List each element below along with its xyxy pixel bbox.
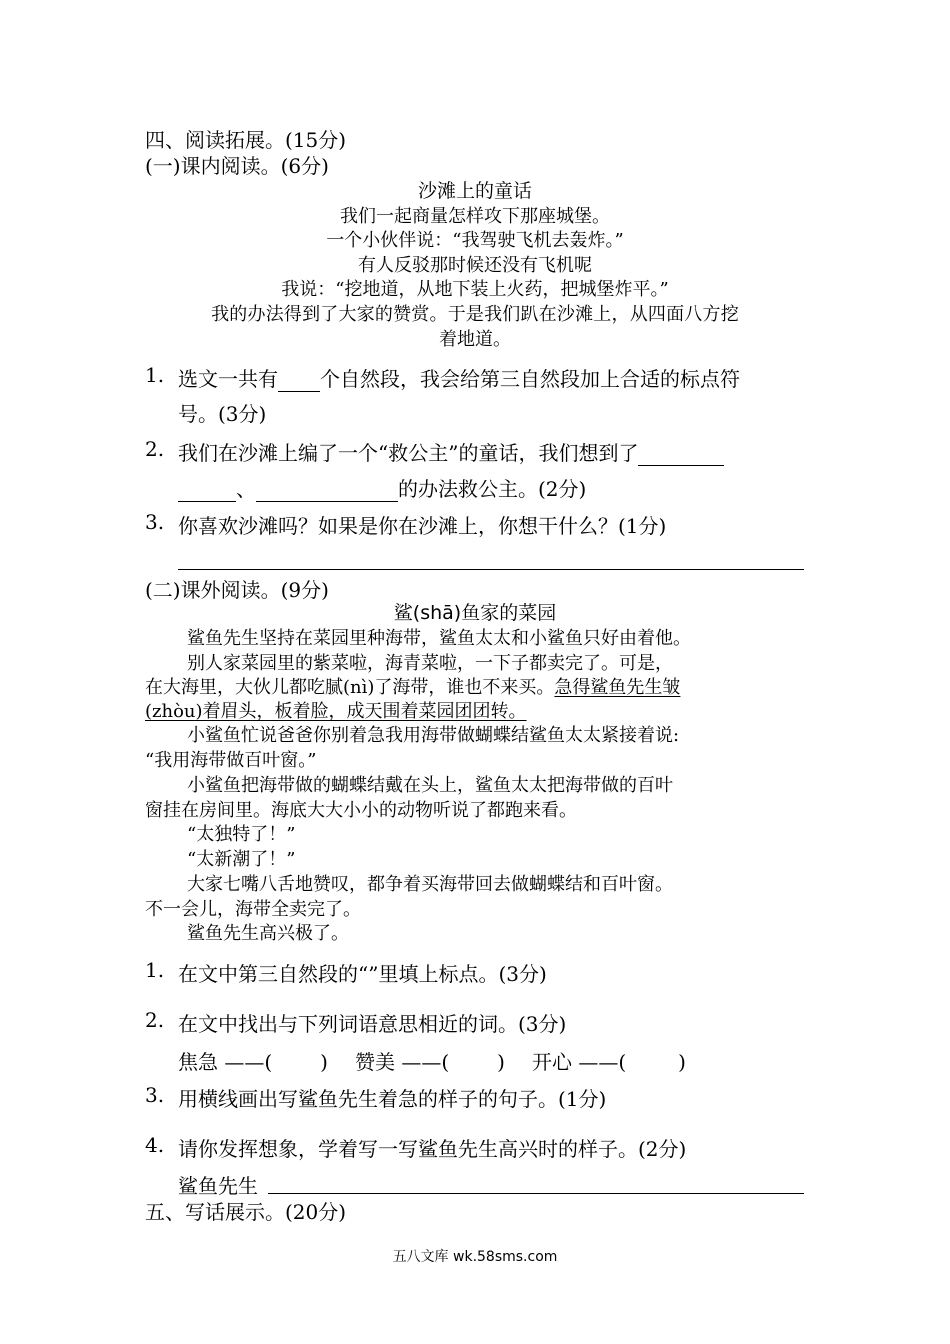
question-number: 1. bbox=[145, 363, 165, 387]
word-prompt: 赞美 ——( bbox=[355, 1050, 450, 1074]
word-prompt: ) bbox=[678, 1050, 686, 1074]
answer-blank[interactable] bbox=[278, 367, 320, 392]
passage2-line: 不一会儿，海带全卖完了。 bbox=[145, 899, 361, 920]
question-text: 在文中找出与下列词语意思相近的词。(3分) bbox=[178, 1012, 567, 1036]
passage1-line: 一个小伙伴说：“我驾驶飞机去轰炸。” bbox=[326, 230, 624, 251]
question-text: 我们在沙滩上编了一个“救公主”的童话，我们想到了 bbox=[178, 441, 639, 465]
passage2-line: 窗挂在房间里。海底大大小小的动物听说了都跑来看。 bbox=[145, 800, 577, 821]
passage1-title: 沙滩上的童话 bbox=[417, 180, 532, 202]
passage2-line: “我用海带做百叶窗。” bbox=[145, 750, 317, 771]
passage2-line bbox=[145, 697, 527, 723]
passage2-title: 鲨(shā)鱼家的菜园 bbox=[393, 602, 557, 624]
answer-blank[interactable] bbox=[626, 1050, 678, 1074]
answer-prefix: 鲨鱼先生 bbox=[178, 1174, 258, 1198]
answer-blank[interactable] bbox=[449, 1050, 497, 1074]
question-text: 、 bbox=[236, 477, 256, 501]
section-title-writing: 五、写话展示。(20分) bbox=[145, 1200, 347, 1224]
answer-blank[interactable] bbox=[256, 477, 398, 502]
question-number: 3. bbox=[145, 510, 165, 534]
question-text: 在文中第三自然段的“”里填上标点。(3分) bbox=[178, 962, 547, 986]
question-number: 2. bbox=[145, 437, 165, 461]
passage2-line: 鲨鱼先生高兴极了。 bbox=[187, 923, 349, 944]
underlined-sentence: (zhòu)着眉头，板着脸，成天围着菜园团团转。 bbox=[145, 701, 527, 722]
question-number: 1. bbox=[145, 958, 165, 982]
passage1-line: 我说：“挖地道，从地下装上火药，把城堡炸平。” bbox=[281, 279, 669, 300]
answer-blank[interactable] bbox=[638, 441, 724, 466]
passage1-line: 着地道。 bbox=[439, 329, 511, 350]
passage1-line: 我的办法得到了大家的赞赏。于是我们趴在沙滩上，从四面八方挖 bbox=[211, 304, 739, 325]
question-text: 个自然段，我会给第三自然段加上合适的标点符 bbox=[320, 367, 740, 391]
passage2-text: 在大海里，大伙儿都吃腻(nì)了海带，谁也不来买。 bbox=[145, 677, 555, 698]
part1-title: (一)课内阅读。(6分) bbox=[145, 154, 329, 178]
question-text: 选文一共有 bbox=[178, 367, 278, 391]
passage1-line: 有人反驳那时候还没有飞机呢 bbox=[358, 255, 592, 276]
passage2-line bbox=[145, 673, 680, 699]
synonym-item bbox=[355, 1046, 505, 1075]
synonym-item bbox=[178, 1046, 328, 1075]
passage2-line: 别人家菜园里的紫菜啦，海青菜啦，一下子都卖完了。可是， bbox=[187, 653, 673, 674]
section-title-reading: 四、阅读拓展。(15分) bbox=[145, 128, 347, 152]
question-2-cont bbox=[178, 473, 586, 502]
footer-watermark: 五八文库 wk.58sms.com bbox=[392, 1249, 558, 1265]
passage2-line: 小鲨鱼忙说爸爸你别着急我用海带做蝴蝶结鲨鱼太太紧接着说: bbox=[187, 725, 680, 746]
word-prompt: 开心 ——( bbox=[532, 1050, 627, 1074]
question-number: 4. bbox=[145, 1133, 165, 1157]
question-text: 的办法救公主。(2分) bbox=[398, 477, 587, 501]
answer-line[interactable] bbox=[268, 1193, 804, 1194]
passage1-line: 我们一起商量怎样攻下那座城堡。 bbox=[340, 206, 610, 227]
question-1 bbox=[178, 363, 740, 392]
word-prompt: ) bbox=[320, 1050, 328, 1074]
answer-line[interactable] bbox=[178, 569, 804, 570]
question-text: 你喜欢沙滩吗？如果是你在沙滩上，你想干什么？(1分) bbox=[178, 514, 667, 538]
question-text: 号。(3分) bbox=[178, 402, 267, 426]
passage2-line: “太独特了！” bbox=[187, 824, 296, 845]
underlined-sentence: 急得鲨鱼先生皱 bbox=[554, 677, 681, 698]
question-number: 2. bbox=[145, 1008, 165, 1032]
question-text: 用横线画出写鲨鱼先生着急的样子的句子。(1分) bbox=[178, 1087, 607, 1111]
passage2-line: “太新潮了！” bbox=[187, 849, 296, 870]
word-prompt: 焦急 ——( bbox=[178, 1050, 273, 1074]
passage2-line: 小鲨鱼把海带做的蝴蝶结戴在头上，鲨鱼太太把海带做的百叶 bbox=[187, 775, 673, 796]
answer-blank[interactable] bbox=[272, 1050, 320, 1074]
question-text: 请你发挥想象，学着写一写鲨鱼先生高兴时的样子。(2分) bbox=[178, 1137, 687, 1161]
passage2-line: 大家七嘴八舌地赞叹，都争着买海带回去做蝴蝶结和百叶窗。 bbox=[187, 874, 673, 895]
question-number: 3. bbox=[145, 1083, 165, 1107]
answer-blank[interactable] bbox=[178, 477, 236, 502]
word-prompt: ) bbox=[497, 1050, 505, 1074]
part2-title: (二)课外阅读。(9分) bbox=[145, 578, 329, 602]
passage2-line: 鲨鱼先生坚持在菜园里种海带，鲨鱼太太和小鲨鱼只好由着他。 bbox=[187, 628, 691, 649]
question-2 bbox=[178, 437, 724, 466]
synonym-item bbox=[532, 1046, 686, 1075]
